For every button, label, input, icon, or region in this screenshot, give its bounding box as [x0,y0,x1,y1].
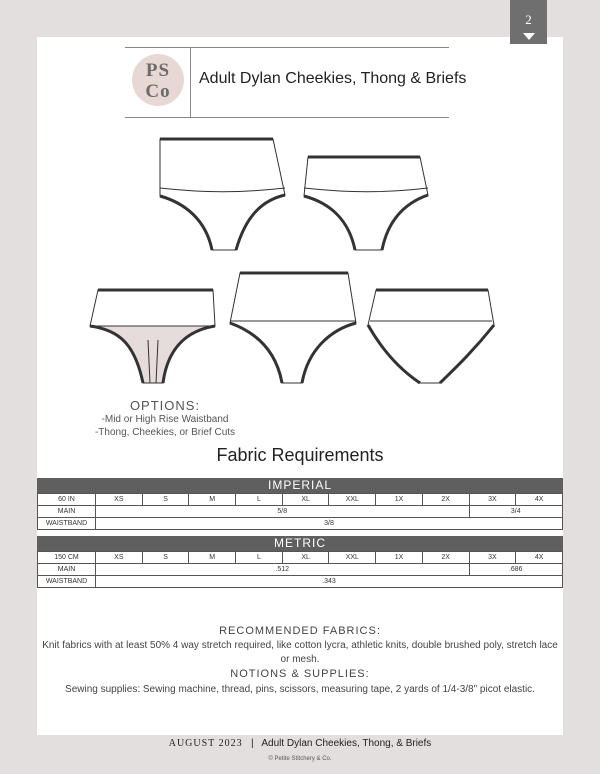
options-block [70,398,260,439]
size-cell: 3X [469,552,516,564]
table-row [38,506,563,518]
size-cell: M [189,494,236,506]
row-label: MAIN [38,506,96,518]
fabric-requirements-heading: Fabric Requirements [216,445,384,465]
imperial-band: IMPERIAL [37,478,563,493]
table-row [38,576,563,588]
page-number: 2 [525,12,532,27]
table-row [38,518,563,530]
page-footer [100,738,500,749]
metric-band: METRIC [37,536,563,551]
row-label: WAISTBAND [38,576,96,588]
main-value: 5/8 [96,506,470,518]
copyright: © Petite Stitchery & Co. [268,756,332,762]
briefs-back-sketch [368,290,494,383]
metric-table [37,551,563,588]
size-cell: XL [282,494,329,506]
size-cell: 2X [422,494,469,506]
size-cell: L [236,494,283,506]
footer-title: Adult Dylan Cheekies, Thong, & Briefs [261,738,432,749]
option-line: -Mid or High Rise Waistband [101,414,229,425]
size-cell: L [236,552,283,564]
pattern-title: Adult Dylan Cheekies, Thong & Briefs [199,70,467,87]
options-heading: OPTIONS: [129,398,201,413]
size-cell: S [142,552,189,564]
footer-date: AUGUST 2023 [168,738,243,749]
size-cell: 1X [376,552,423,564]
waistband-value: 3/8 [96,518,563,530]
size-cell: XS [96,552,143,564]
waistband-value: .343 [96,576,563,588]
width-label: 150 CM [38,552,96,564]
size-cell: XXL [329,552,376,564]
row-label: MAIN [38,564,96,576]
imperial-table [37,493,563,530]
size-cell: 3X [469,494,516,506]
high-rise-briefs-sketch [230,273,356,383]
size-cell: M [189,552,236,564]
size-cell: XL [282,552,329,564]
size-cell: 4X [516,552,563,564]
row-label: WAISTBAND [38,518,96,530]
notions-heading: NOTIONS & SUPPLIES: [230,668,370,680]
high-rise-cheekies-sketch [160,139,285,250]
thong-sketch [90,290,215,383]
option-line: -Thong, Cheekies, or Brief Cuts [94,427,236,438]
table-row [38,552,563,564]
main-value: .512 [96,564,470,576]
footer-separator: | [250,738,254,749]
logo-line-1: PS [145,60,171,81]
size-cell: 4X [516,494,563,506]
recommended-fabrics-heading: RECOMMENDED FABRICS: [219,625,381,637]
size-cell: 2X [422,552,469,564]
table-row [38,494,563,506]
main-value-plus: .686 [469,564,563,576]
width-label: 60 IN [38,494,96,506]
mid-rise-cheekies-sketch [304,157,428,250]
logo-line-2: Co [145,81,171,102]
table-row [38,564,563,576]
recommended-fabrics-body: Knit fabrics with at least 50% 4 way stretch required, like cotton lycra, athletic knits, double brushed poly, stretch lace or mesh. [42,640,558,665]
size-cell: XXL [329,494,376,506]
notions-body: Sewing supplies: Sewing machine, thread, pins, scissors, measuring tape, 2 yards of 1/4-3/8" picot elastic. [65,684,535,695]
size-cell: 1X [376,494,423,506]
size-cell: S [142,494,189,506]
size-cell: XS [96,494,143,506]
main-value-plus: 3/4 [469,506,563,518]
